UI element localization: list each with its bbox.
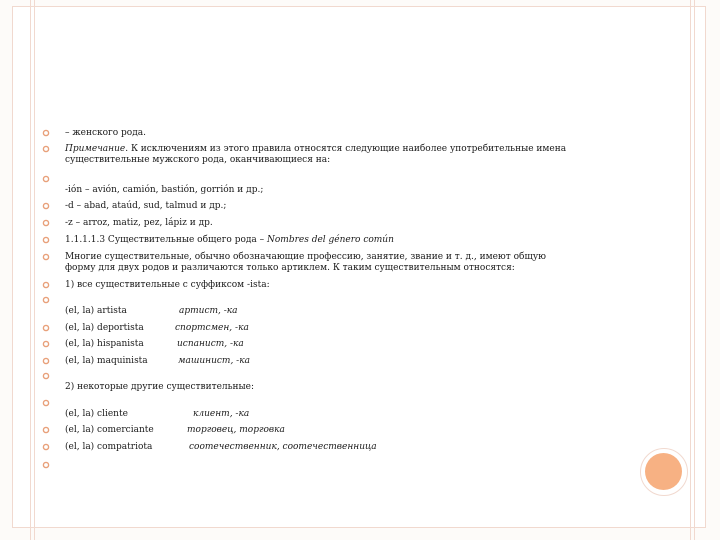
ring-bullet-icon xyxy=(42,426,50,434)
ring-bullet-icon xyxy=(42,281,50,289)
line-text: К исключениям из этого правила относятся следующие наиболее употребительные имена xyxy=(128,144,567,154)
spanish-term: (el, la) maquinista xyxy=(65,356,148,366)
line-text: 1.1.1.1.3 Существительные общего рода – xyxy=(65,235,267,245)
russian-translation: артист, -ка xyxy=(179,306,238,316)
line-text: -d – abad, ataúd, sud, talmud и др.; xyxy=(65,201,227,211)
left-border-line-inner xyxy=(34,0,35,540)
note-label: Примечание. xyxy=(65,144,129,154)
spanish-term: (el, la) cliente xyxy=(65,409,128,419)
ring-bullet-icon xyxy=(42,399,50,407)
russian-translation: машинист, -ка xyxy=(178,356,250,366)
ring-bullet-icon xyxy=(42,129,50,137)
russian-translation: клиент, -ка xyxy=(193,409,250,419)
ring-bullet-icon xyxy=(42,461,50,469)
line-text: 2) некоторые другие существительные: xyxy=(65,382,255,392)
ring-bullet-icon xyxy=(42,340,50,348)
ring-bullet-icon xyxy=(42,324,50,332)
line-text: -z – arroz, matiz, pez, lápiz и др. xyxy=(65,218,213,228)
ring-bullet-icon xyxy=(42,253,50,261)
russian-translation: испанист, -ка xyxy=(177,339,244,349)
line-text-continued: существительные мужского рода, оканчивающиеся на: xyxy=(65,155,331,165)
spanish-term: (el, la) hispanista xyxy=(65,339,144,349)
section-term: Nombres del género común xyxy=(267,235,394,245)
russian-translation: торговец, торговка xyxy=(187,425,285,435)
ring-bullet-icon xyxy=(42,357,50,365)
ring-bullet-icon xyxy=(42,236,50,244)
russian-translation: соотечественник, соотечественница xyxy=(189,442,377,452)
left-border-line xyxy=(30,0,31,540)
right-border-line-outer xyxy=(694,0,695,540)
ring-bullet-icon xyxy=(42,202,50,210)
line-text: – женского рода. xyxy=(65,128,146,138)
line-text-continued: форму для двух родов и различаются только артиклем. К таким существительным относятся: xyxy=(65,263,515,273)
ring-bullet-icon xyxy=(42,372,50,380)
spanish-term: (el, la) artista xyxy=(65,306,127,316)
ring-bullet-icon xyxy=(42,443,50,451)
note-text xyxy=(65,144,566,155)
line-text: -ión – avión, camión, bastión, gorrión и др.; xyxy=(65,185,264,195)
spanish-term: (el, la) compatriota xyxy=(65,442,153,452)
ring-bullet-icon xyxy=(42,219,50,227)
ring-bullet-icon xyxy=(42,296,50,304)
spanish-term: (el, la) deportista xyxy=(65,323,144,333)
decorative-circle-icon xyxy=(645,453,682,490)
line-text: 1) все существительные с суффиксом -ista: xyxy=(65,280,270,290)
ring-bullet-icon xyxy=(42,175,50,183)
line-text: Многие существительные, обычно обозначающие профессию, занятие, звание и т. д., имеют общую xyxy=(65,252,546,262)
section-heading xyxy=(65,235,394,246)
right-border-line xyxy=(690,0,691,540)
spanish-term: (el, la) comerciante xyxy=(65,425,154,435)
ring-bullet-icon xyxy=(42,145,50,153)
russian-translation: спортсмен, -ка xyxy=(175,323,249,333)
